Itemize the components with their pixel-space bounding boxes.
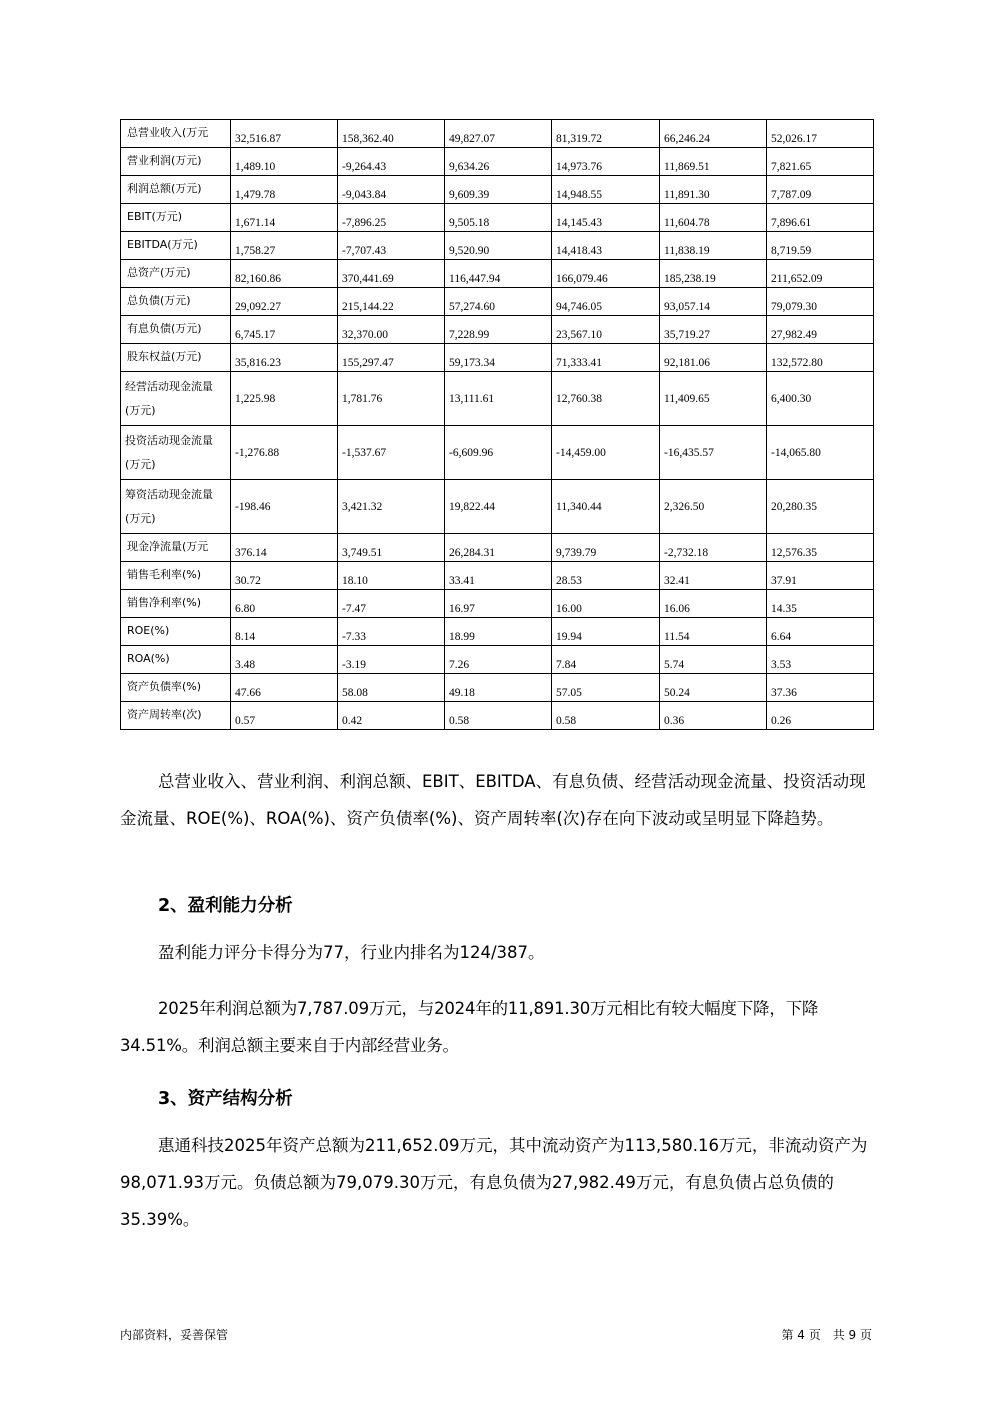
table-cell: 158,362.40 <box>338 120 445 148</box>
table-cell: 82,160.86 <box>231 260 338 288</box>
table-row <box>121 646 874 674</box>
table-cell: 18.10 <box>338 562 445 590</box>
table-cell: 26,284.31 <box>445 534 552 562</box>
table-cell: 0.26 <box>767 702 874 730</box>
table-cell: 9,520.90 <box>445 232 552 260</box>
table-cell: 16.00 <box>552 590 660 618</box>
table-cell: 1,781.76 <box>338 372 445 426</box>
table-cell: 0.57 <box>231 702 338 730</box>
table-cell: 0.58 <box>552 702 660 730</box>
row-label: 经营活动现金流量(万元) <box>121 372 231 426</box>
table-cell: 50.24 <box>660 674 767 702</box>
table-cell: 9,739.79 <box>552 534 660 562</box>
table-cell: 3,749.51 <box>338 534 445 562</box>
table-cell: 7.84 <box>552 646 660 674</box>
table-row <box>121 232 874 260</box>
table-cell: 49,827.07 <box>445 120 552 148</box>
table-row <box>121 260 874 288</box>
table-cell: 20,280.35 <box>767 480 874 534</box>
table-cell: 29,092.27 <box>231 288 338 316</box>
profit-change-paragraph: 2025年利润总额为7,787.09万元，与2024年的11,891.30万元相比有较大幅度下降，下降34.51%。利润总额主要来自于内部经营业务。 <box>120 999 819 1055</box>
row-label: ROE(%) <box>121 618 231 646</box>
table-row <box>121 562 874 590</box>
row-label: ROA(%) <box>121 646 231 674</box>
table-cell: 11,838.19 <box>660 232 767 260</box>
table-cell: 28.53 <box>552 562 660 590</box>
table-cell: 185,238.19 <box>660 260 767 288</box>
row-label: 营业利润(万元) <box>121 148 231 176</box>
table-cell: 215,144.22 <box>338 288 445 316</box>
financial-indicators-table <box>120 119 874 730</box>
row-label: 现金净流量(万元 <box>121 534 231 562</box>
row-label: 有息负债(万元) <box>121 316 231 344</box>
table-body <box>121 120 874 730</box>
table-cell: -9,264.43 <box>338 148 445 176</box>
section-heading-profitability: 2、盈利能力分析 <box>158 896 293 916</box>
table-cell: 9,609.39 <box>445 176 552 204</box>
table-cell: 11,869.51 <box>660 148 767 176</box>
table-row <box>121 480 874 534</box>
table-cell: 35,816.23 <box>231 344 338 372</box>
table-cell: 71,333.41 <box>552 344 660 372</box>
table-row <box>121 344 874 372</box>
table-cell: -7,707.43 <box>338 232 445 260</box>
table-cell: 132,572.80 <box>767 344 874 372</box>
table-cell: 27,982.49 <box>767 316 874 344</box>
table-row <box>121 590 874 618</box>
table-cell: 7,821.65 <box>767 148 874 176</box>
table-cell: 11,409.65 <box>660 372 767 426</box>
row-label: 总营业收入(万元 <box>121 120 231 148</box>
table-cell: 7,228.99 <box>445 316 552 344</box>
table-cell: 13,111.61 <box>445 372 552 426</box>
table-cell: 0.58 <box>445 702 552 730</box>
table-row <box>121 316 874 344</box>
table-cell: 11,604.78 <box>660 204 767 232</box>
table-cell: 155,297.47 <box>338 344 445 372</box>
table-cell: 37.91 <box>767 562 874 590</box>
table-cell: 12,760.38 <box>552 372 660 426</box>
table-cell: 14,973.76 <box>552 148 660 176</box>
table-cell: 11,340.44 <box>552 480 660 534</box>
table-cell: 7.26 <box>445 646 552 674</box>
table-cell: 3,421.32 <box>338 480 445 534</box>
table-cell: -14,065.80 <box>767 426 874 480</box>
table-cell: 35,719.27 <box>660 316 767 344</box>
table-cell: 81,319.72 <box>552 120 660 148</box>
table-cell: 6,745.17 <box>231 316 338 344</box>
table-row <box>121 288 874 316</box>
table-cell: -1,537.67 <box>338 426 445 480</box>
table-cell: 8,719.59 <box>767 232 874 260</box>
table-row <box>121 204 874 232</box>
table-cell: 8.14 <box>231 618 338 646</box>
table-cell: -3.19 <box>338 646 445 674</box>
table-cell: 66,246.24 <box>660 120 767 148</box>
table-row <box>121 426 874 480</box>
table-cell: 32.41 <box>660 562 767 590</box>
table-cell: 211,652.09 <box>767 260 874 288</box>
footer-confidential-note: 内部资料，妥善保管 <box>120 1328 229 1342</box>
table-row <box>121 702 874 730</box>
table-cell: 0.42 <box>338 702 445 730</box>
table-cell: 23,567.10 <box>552 316 660 344</box>
table-cell: 0.36 <box>660 702 767 730</box>
table-cell: -198.46 <box>231 480 338 534</box>
table-cell: -7.33 <box>338 618 445 646</box>
asset-structure-paragraph: 惠通科技2025年资产总额为211,652.09万元，其中流动资产为113,580.16万元，非流动资产为98,071.93万元。负债总额为79,079.30万元，有息负债为27,982.49万元，有息负债占总负债的35.39%。 <box>120 1136 868 1229</box>
table-cell: -9,043.84 <box>338 176 445 204</box>
table-cell: 14.35 <box>767 590 874 618</box>
table-cell: 11,891.30 <box>660 176 767 204</box>
table-row <box>121 534 874 562</box>
table-cell: 16.97 <box>445 590 552 618</box>
table-row <box>121 674 874 702</box>
table-cell: -16,435.57 <box>660 426 767 480</box>
table-cell: 1,479.78 <box>231 176 338 204</box>
row-label: 投资活动现金流量(万元) <box>121 426 231 480</box>
table-cell: 11.54 <box>660 618 767 646</box>
table-cell: 92,181.06 <box>660 344 767 372</box>
table-cell: 166,079.46 <box>552 260 660 288</box>
row-label: EBITDA(万元) <box>121 232 231 260</box>
table-cell: 33.41 <box>445 562 552 590</box>
table-cell: 16.06 <box>660 590 767 618</box>
table-cell: 1,489.10 <box>231 148 338 176</box>
table-cell: 7,787.09 <box>767 176 874 204</box>
footer-page-number: 第 4 页 共 9 页 <box>781 1328 872 1342</box>
table-cell: 19,822.44 <box>445 480 552 534</box>
row-label: 筹资活动现金流量(万元) <box>121 480 231 534</box>
row-label: 资产周转率(次) <box>121 702 231 730</box>
row-label: 销售净利率(%) <box>121 590 231 618</box>
table-cell: 12,576.35 <box>767 534 874 562</box>
table-cell: 14,145.43 <box>552 204 660 232</box>
row-label: 销售毛利率(%) <box>121 562 231 590</box>
table-cell: 9,634.26 <box>445 148 552 176</box>
table-cell: 6.80 <box>231 590 338 618</box>
table-cell: 30.72 <box>231 562 338 590</box>
table-cell: 14,948.55 <box>552 176 660 204</box>
table-row <box>121 372 874 426</box>
table-cell: 37.36 <box>767 674 874 702</box>
table-row <box>121 618 874 646</box>
table-cell: 6.64 <box>767 618 874 646</box>
table-cell: -7.47 <box>338 590 445 618</box>
table-cell: 57,274.60 <box>445 288 552 316</box>
profitability-score-paragraph: 盈利能力评分卡得分为77，行业内排名为124/387。 <box>158 943 545 962</box>
table-cell: 49.18 <box>445 674 552 702</box>
table-cell: 52,026.17 <box>767 120 874 148</box>
table-row <box>121 148 874 176</box>
table-cell: -14,459.00 <box>552 426 660 480</box>
trend-summary-paragraph: 总营业收入、营业利润、利润总额、EBIT、EBITDA、有息负债、经营活动现金流量、投资活动现金流量、ROE(%)、ROA(%)、资产负债率(%)、资产周转率(次)存在向下波动或呈明显下降趋势。 <box>120 772 866 828</box>
table-cell: 93,057.14 <box>660 288 767 316</box>
row-label: EBIT(万元) <box>121 204 231 232</box>
row-label: 利润总额(万元) <box>121 176 231 204</box>
table-cell: -6,609.96 <box>445 426 552 480</box>
table-cell: 1,225.98 <box>231 372 338 426</box>
table-cell: -2,732.18 <box>660 534 767 562</box>
table-cell: 59,173.34 <box>445 344 552 372</box>
table-cell: 94,746.05 <box>552 288 660 316</box>
table-cell: 58.08 <box>338 674 445 702</box>
table-cell: 19.94 <box>552 618 660 646</box>
table-cell: 1,758.27 <box>231 232 338 260</box>
table-cell: 3.48 <box>231 646 338 674</box>
table-cell: 57.05 <box>552 674 660 702</box>
table-cell: 7,896.61 <box>767 204 874 232</box>
row-label: 资产负债率(%) <box>121 674 231 702</box>
table-cell: 5.74 <box>660 646 767 674</box>
table-cell: 376.14 <box>231 534 338 562</box>
table-cell: -7,896.25 <box>338 204 445 232</box>
table-cell: 18.99 <box>445 618 552 646</box>
table-cell: 9,505.18 <box>445 204 552 232</box>
table-row <box>121 120 874 148</box>
table-cell: 370,441.69 <box>338 260 445 288</box>
table-cell: 2,326.50 <box>660 480 767 534</box>
table-cell: 32,370.00 <box>338 316 445 344</box>
table-cell: 32,516.87 <box>231 120 338 148</box>
table-cell: -1,276.88 <box>231 426 338 480</box>
table-cell: 79,079.30 <box>767 288 874 316</box>
table-cell: 14,418.43 <box>552 232 660 260</box>
table-cell: 1,671.14 <box>231 204 338 232</box>
table-cell: 6,400.30 <box>767 372 874 426</box>
row-label: 总资产(万元) <box>121 260 231 288</box>
table-row <box>121 176 874 204</box>
row-label: 股东权益(万元) <box>121 344 231 372</box>
table-cell: 3.53 <box>767 646 874 674</box>
row-label: 总负债(万元) <box>121 288 231 316</box>
table-cell: 47.66 <box>231 674 338 702</box>
section-heading-asset-structure: 3、资产结构分析 <box>158 1089 293 1109</box>
table-cell: 116,447.94 <box>445 260 552 288</box>
